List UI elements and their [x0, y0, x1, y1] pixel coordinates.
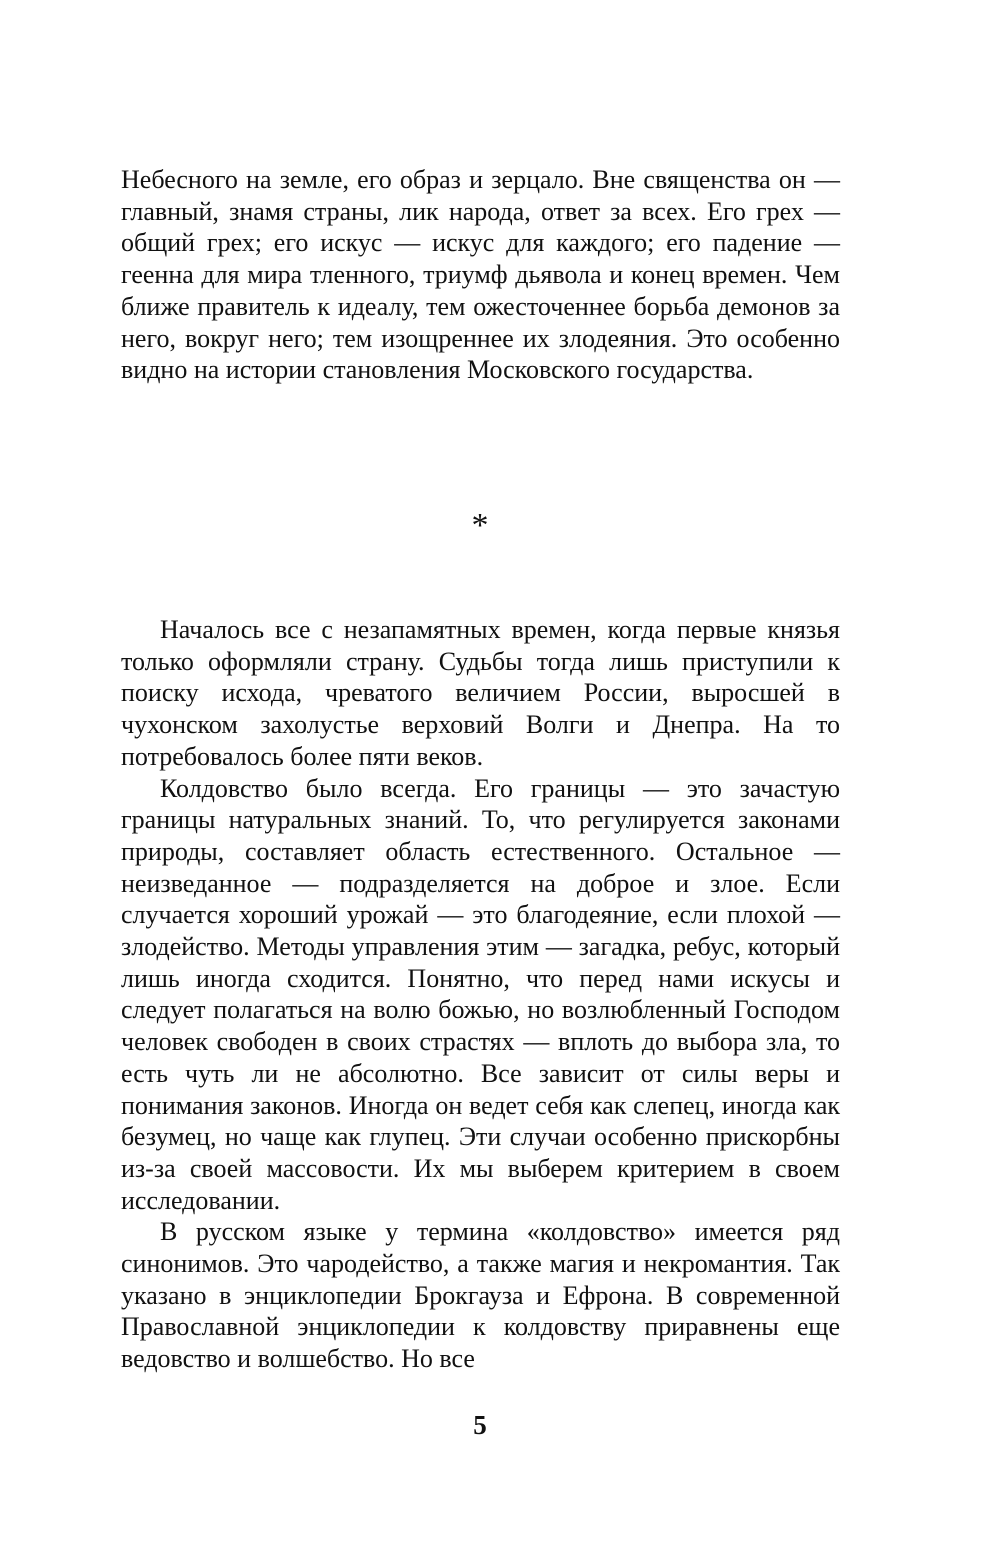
paragraph-3: В русском языке у термина «колдовство» имеется ряд синонимов. Это чародейство, а также магия и некромантия. Так указано в энциклопедии Брокгауза и Ефрона. В современной Православной энциклопедии к колдовству приравнены еще ведовство и волшебство. Но все: [121, 1217, 840, 1374]
continuation-text-block: [121, 164, 840, 386]
page-number: 5: [473, 1410, 487, 1440]
paragraph-2: Колдовство было всегда. Его границы — это зачастую границы натуральных знаний. То, что регулируется законами природы, составляет область естественного. Остальное — неизведанное — подразделяется на доброе и злое. Если случается хороший урожай — это благодеяние, если плохой — злодейство. Методы управления этим — загадка, ребус, который лишь иногда сходится. Понятно, что перед нами искусы и следует полагаться на волю божью, но возлюбленный Господом человек свободен в своих страстях — вплоть до выбора зла, то есть чуть ли не абсолютно. Все зависит от силы веры и понимания законов. Иногда он ведет себя как слепец, иногда как безумец, но чаще как глупец. Эти случаи особенно прискорбны из-за своей массовости. Их мы выберем критерием в своем исследовании.: [121, 773, 840, 1215]
paragraph-1: Началось все с незапамятных времен, когда первые князья только оформляли страну. Судьбы тогда лишь приступили к поиску исхода, чреватого величием России, выросшей в чухонском захолустье верховий Волги и Днепра. На то потребовалось более пяти веков.: [121, 615, 840, 771]
scene-break-asterisk: *: [471, 507, 489, 544]
continuation-paragraph: Небесного на земле, его образ и зерцало. Вне священства он — главный, знамя страны, лик народа, ответ за всех. Его грех — общий грех; его искус — искус для каждого; его падение — геенна для мира тленного, триумф дьявола и конец времен. Чем ближе правитель к идеалу, тем ожесточеннее борьба демонов за него, вокруг него; тем изощреннее их злодеяния. Это особенно видно на истории становления Московского государства.: [121, 165, 840, 385]
main-text-block: [121, 614, 840, 1375]
